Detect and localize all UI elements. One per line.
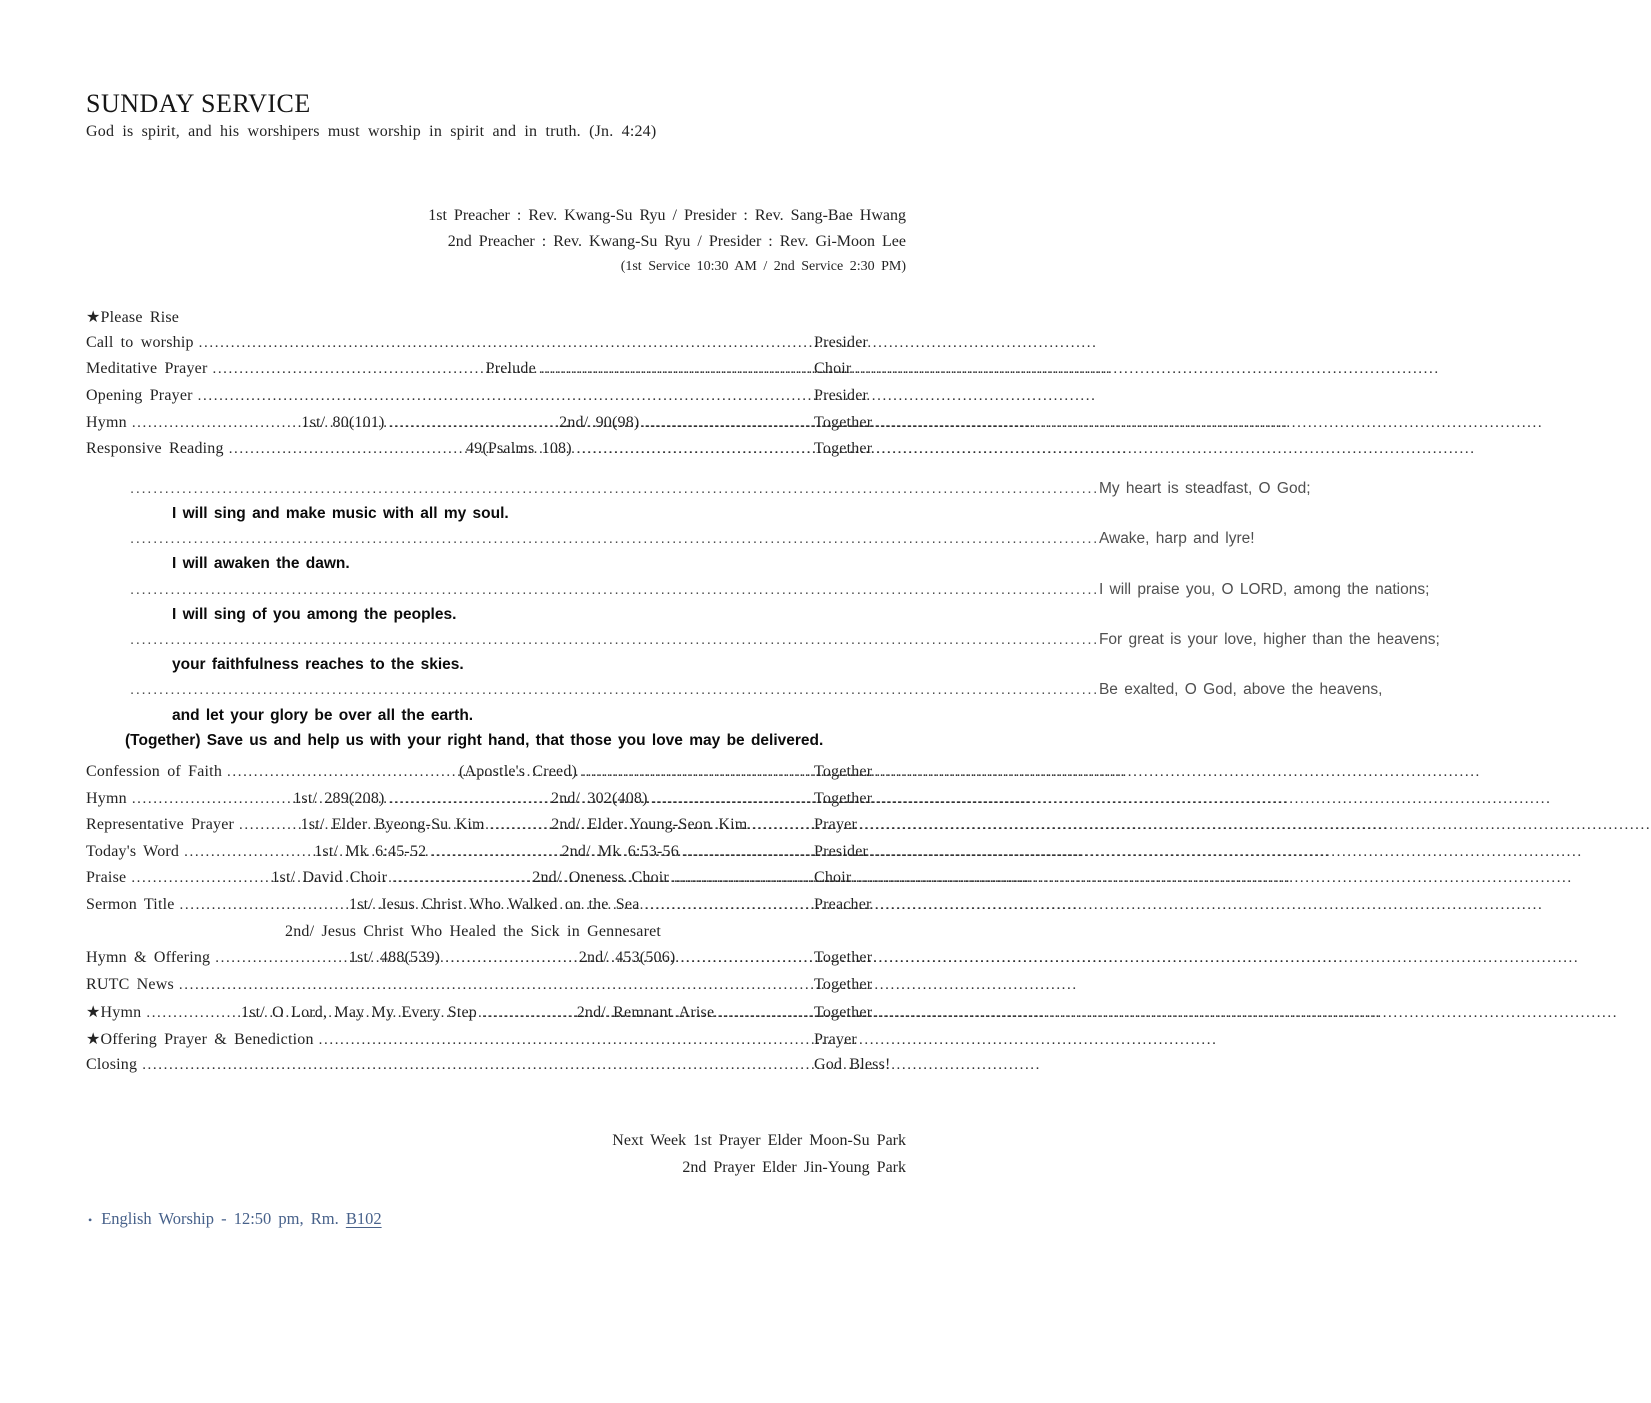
order-item-value: 2nd/ 453(506): [578, 949, 676, 967]
dot-leader: [582, 763, 809, 781]
order-item-assignee: Together: [814, 413, 873, 431]
dot-leader: [199, 334, 809, 352]
dot-leader: [392, 869, 527, 887]
order-item-label: Meditative Prayer: [86, 360, 208, 378]
order-item-value: 2nd/ Elder Young-Seon Kim: [551, 816, 748, 834]
dot-leader: [482, 1004, 572, 1022]
order-row: [86, 976, 906, 1003]
order-item-value: 49(Psalms 108): [465, 440, 572, 458]
order-row: [86, 790, 906, 817]
page-title: SUNDAY SERVICE: [86, 89, 311, 118]
dot-leader: [179, 976, 809, 994]
dot-leader: [445, 949, 574, 967]
dot-leader: [431, 843, 556, 861]
reading-line: (Together) Save us and help us with your right hand, that those you love may be delivered.: [125, 731, 824, 749]
preacher-line-1: 1st Preacher : Rev. Kwang-Su Ryu / Presider : Rev. Sang-Bae Hwang: [428, 207, 906, 225]
order-row: [86, 440, 906, 467]
order-item-assignee: Together: [814, 975, 873, 993]
dot-leader: [132, 414, 297, 432]
order-item-value: 2nd/ Remnant Arise: [576, 1004, 715, 1022]
order-item-label: Hymn: [86, 413, 127, 431]
order-item-label: Representative Prayer: [86, 816, 235, 834]
order-item-assignee: Presider: [814, 333, 869, 351]
order-item-label: ★Offering Prayer & Benediction: [86, 1031, 314, 1049]
dot-leader: [577, 440, 809, 458]
order-row: [86, 949, 906, 976]
dot-leader: [319, 1031, 809, 1049]
english-worship-note: [86, 1209, 906, 1229]
order-rows-top: [86, 334, 906, 467]
order-item-continuation: 2nd/ Jesus Christ Who Healed the Sick in Gennesaret: [285, 922, 662, 940]
order-item-label: Hymn: [86, 789, 127, 807]
dot-leader: [184, 843, 309, 861]
order-row: [86, 387, 906, 414]
order-item-assignee: Choir: [813, 869, 852, 887]
order-row: [86, 1056, 906, 1083]
order-row: [86, 360, 906, 387]
room-link[interactable]: B102: [345, 1209, 382, 1229]
order-item-label: Today's Word: [86, 842, 180, 860]
order-item-label: Hymn & Offering: [86, 949, 211, 967]
dot-leader: [684, 843, 809, 861]
order-item-assignee: Prayer: [814, 816, 857, 834]
order-row: [86, 414, 906, 441]
dot-leader: [644, 414, 809, 432]
bullet-icon: •: [88, 1213, 93, 1228]
order-item-assignee: Preacher: [814, 896, 872, 914]
dot-leader: [142, 1056, 809, 1074]
reading-line: I will awaken the dawn.: [172, 555, 350, 573]
dot-leader: [146, 1004, 236, 1022]
dot-leader: [541, 360, 809, 378]
english-worship-text: English Worship - 12:50 pm, Rm. B102: [101, 1209, 382, 1229]
dot-leader: [212, 360, 480, 378]
order-item-value: 1st/ Mk 6:45-52: [314, 842, 427, 860]
dot-leader: [198, 387, 809, 405]
order-item-assignee: Together: [814, 440, 873, 458]
dot-leader: [132, 790, 288, 808]
order-item-value: 1st/ Jesus Christ Who Walked on the Sea: [349, 896, 640, 914]
order-item-label: ★Hymn: [86, 1004, 142, 1022]
reading-line: ..... Be exalted, O God, above the heavens,: [130, 677, 901, 702]
dot-leader: [645, 896, 810, 914]
order-item-value: 2nd/ Oneness Choir: [532, 869, 669, 887]
order-of-service: [86, 307, 1440, 1082]
order-item-value: 2nd/ Mk 6:53-56: [561, 842, 679, 860]
order-item-assignee: Together: [814, 763, 873, 781]
please-rise-note: ★Please Rise: [86, 309, 180, 327]
page-subtitle: God is spirit, and his worshipers must worship in spirit and in truth. (Jn. 4:24): [86, 123, 657, 141]
order-item-assignee: Together: [814, 949, 873, 967]
order-item-value: 1st/ O Lord, May My Every Step: [241, 1004, 478, 1022]
order-item-value: 1st/ Elder Byeong-Su Kim: [300, 816, 485, 834]
order-row: [86, 896, 906, 923]
order-row: [86, 869, 906, 896]
order-item-label: Confession of Faith: [86, 763, 223, 781]
reading-line: ..... I will praise you, O LORD, among the nations;: [130, 577, 901, 602]
next-week-line-2: 2nd Prayer Elder Jin-Young Park: [682, 1158, 906, 1176]
order-item-label: Opening Prayer: [86, 387, 193, 405]
reading-line: your faithfulness reaches to the skies.: [172, 656, 464, 674]
order-rows-bottom: [86, 763, 906, 1082]
order-item-label: Sermon Title: [86, 896, 175, 914]
dot-leader: [719, 1004, 809, 1022]
dot-leader: [215, 949, 344, 967]
order-item-assignee: Presider: [814, 842, 869, 860]
dot-leader: [239, 816, 296, 834]
order-item-label: Praise: [86, 869, 127, 887]
service-info: [86, 203, 906, 279]
order-item-assignee: Presider: [814, 387, 869, 405]
responsive-reading: [125, 476, 1440, 753]
order-item-assignee: Choir: [814, 360, 852, 378]
order-item-label: Closing: [86, 1055, 138, 1073]
order-row: [86, 843, 906, 870]
order-item-value: (Apostle's Creed): [458, 763, 578, 781]
order-item-value: Prelude: [485, 360, 536, 378]
order-row: [86, 334, 906, 361]
order-item-value: 2nd/ 302(408): [550, 789, 648, 807]
dot-leader: [131, 869, 266, 887]
order-item-assignee: God Bless!: [814, 1055, 891, 1073]
dot-leader: [490, 816, 547, 834]
dot-leader: [227, 763, 454, 781]
dot-leader: [752, 816, 809, 834]
order-item-assignee: Together: [813, 1004, 873, 1022]
dot-leader: [390, 790, 546, 808]
order-row: [86, 1002, 906, 1029]
order-item-label: Responsive Reading: [86, 440, 224, 458]
reading-line: I will sing and make music with all my soul.: [172, 505, 509, 523]
order-row: [86, 763, 906, 790]
next-week-line-1: Next Week 1st Prayer Elder Moon-Su Park: [612, 1132, 906, 1150]
order-row: [86, 816, 906, 843]
reading-line: ..... For great is your love, higher than the heavens;: [130, 627, 901, 652]
dot-leader: [229, 440, 461, 458]
order-item-label: RUTC News: [86, 975, 174, 993]
dot-leader: [674, 869, 809, 887]
reading-line: ..... My heart is steadfast, O God;: [130, 476, 901, 501]
order-item-value: 1st/ David Choir: [271, 869, 388, 887]
order-item-value: 1st/ 289(208): [293, 789, 385, 807]
order-row: [86, 1029, 906, 1056]
reading-line: ..... Awake, harp and lyre!: [130, 526, 901, 551]
preacher-line-2: 2nd Preacher : Rev. Kwang-Su Ryu / Presider : Rev. Gi-Moon Lee: [447, 233, 906, 251]
order-item-assignee: Prayer: [814, 1031, 857, 1049]
order-item-assignee: Together: [814, 789, 873, 807]
service-times: (1st Service 10:30 AM / 2nd Service 2:30 PM): [620, 259, 906, 275]
dot-leader: [180, 896, 345, 914]
order-item-value: 2nd/ 90(98): [559, 413, 640, 431]
order-item-value: 1st/ 80(101): [301, 413, 385, 431]
next-week-note: [86, 1128, 906, 1181]
order-row: [86, 923, 906, 950]
dot-leader: [653, 790, 809, 808]
dot-leader: [680, 949, 809, 967]
dot-leader: [390, 414, 555, 432]
order-item-label: Call to worship: [86, 333, 194, 351]
order-item-value: 1st/ 488(539): [348, 949, 441, 967]
reading-line: I will sing of you among the peoples.: [172, 605, 457, 623]
reading-line: and let your glory be over all the earth.: [172, 706, 474, 724]
